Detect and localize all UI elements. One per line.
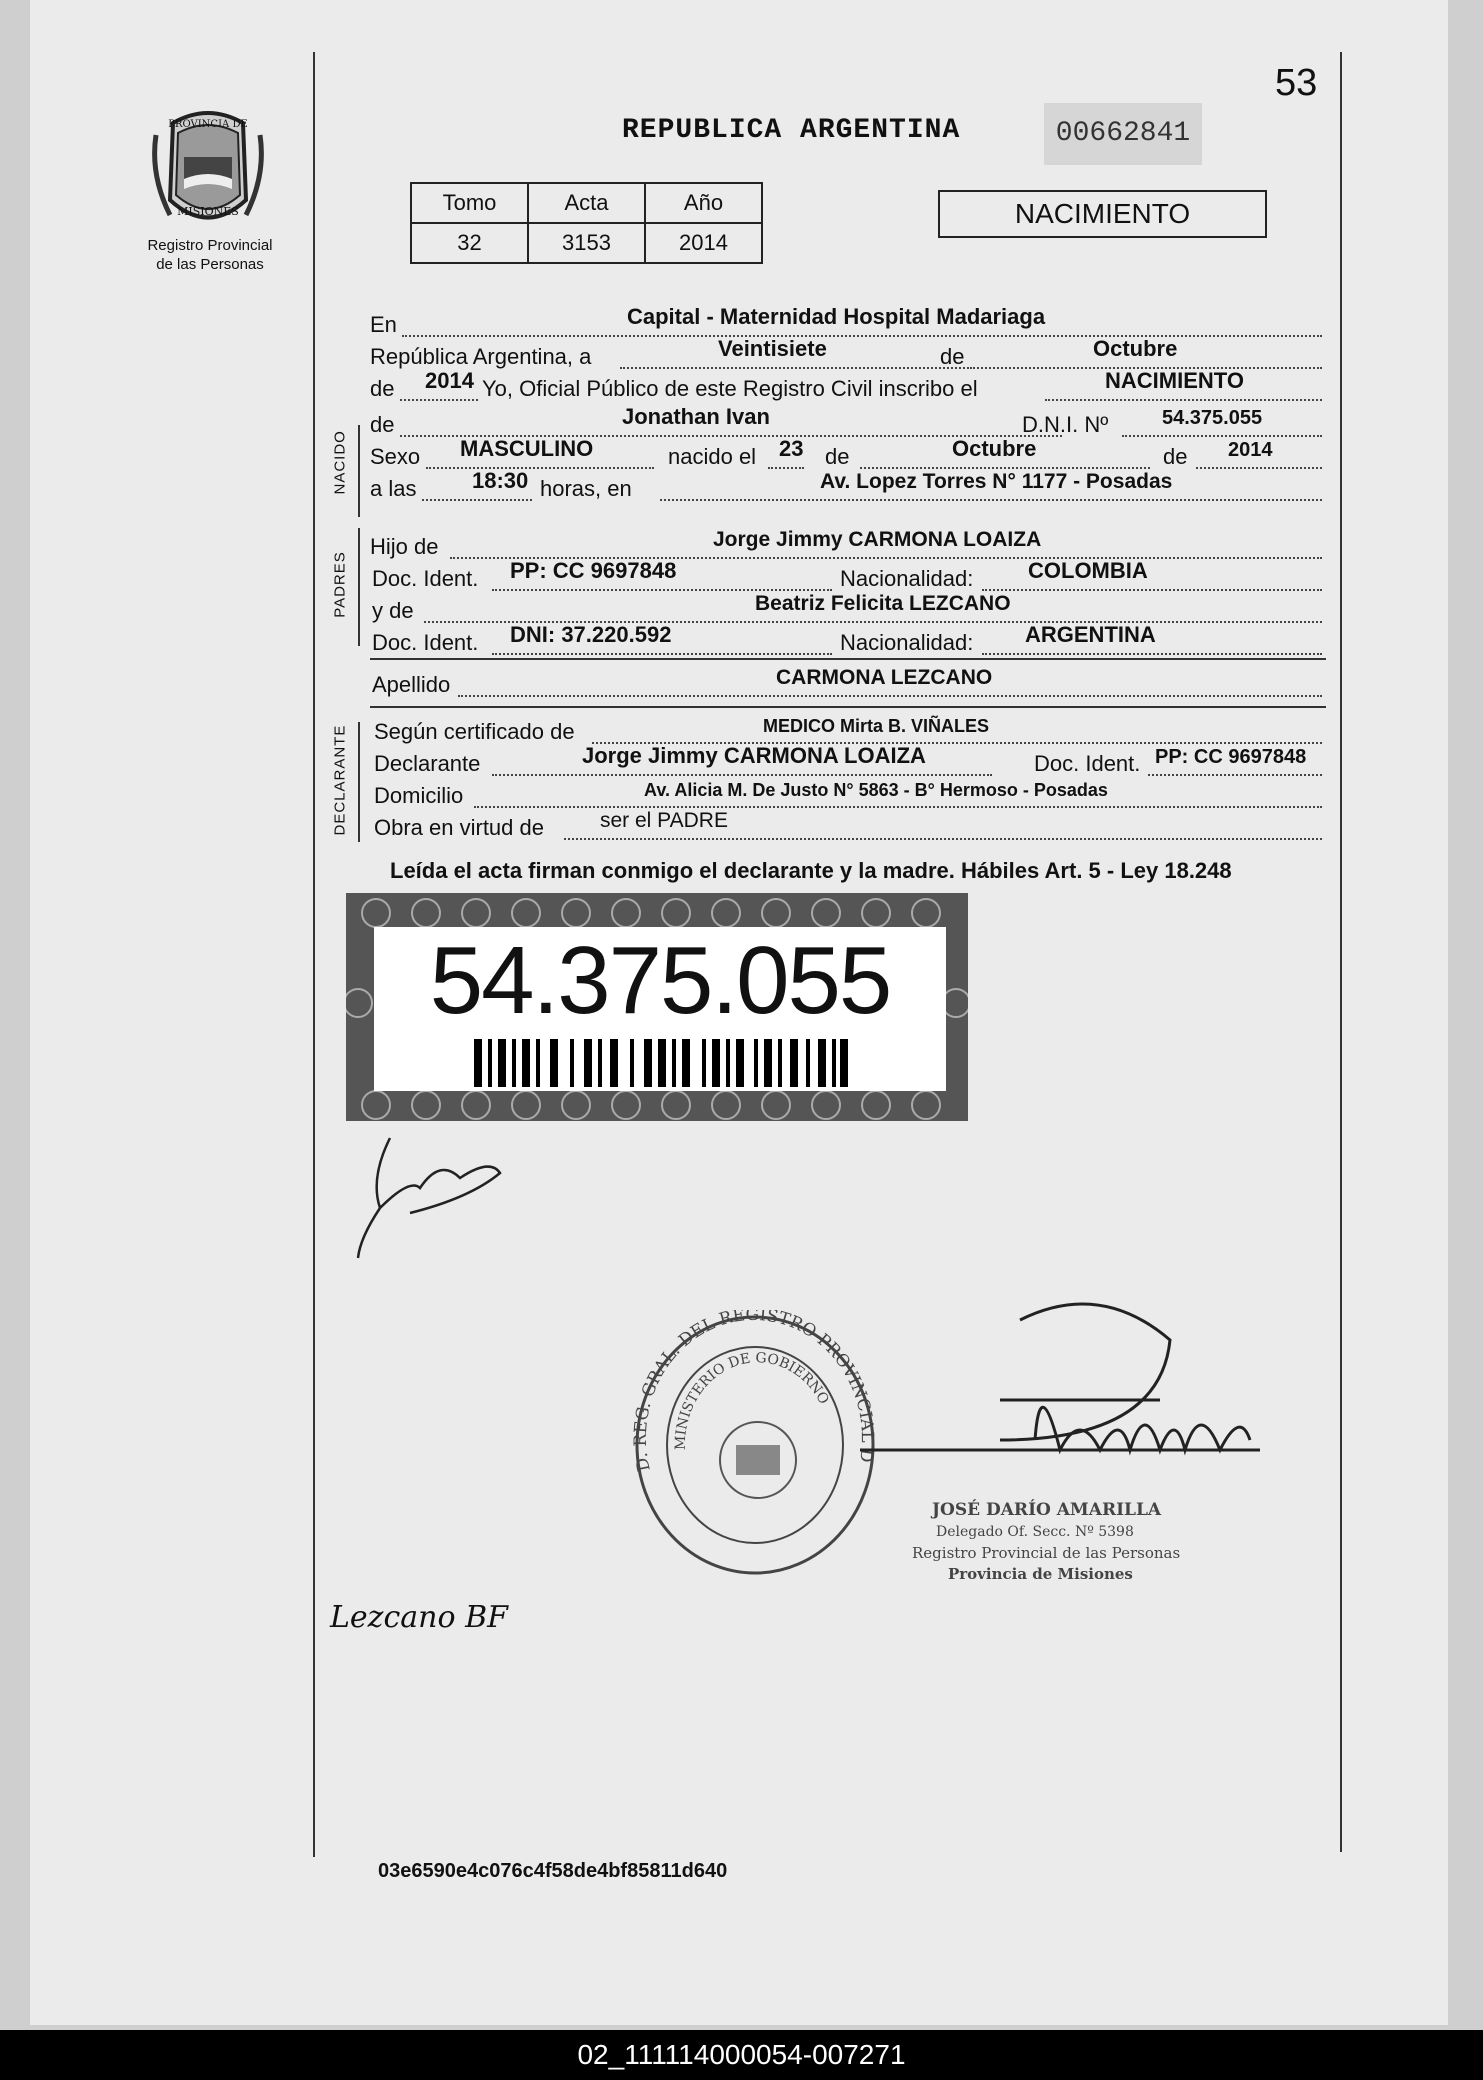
dotted-line bbox=[564, 838, 1322, 840]
id-number: 54.375.055 bbox=[429, 927, 891, 1034]
stamp-inner-text: MINISTERIO DE GOBIERNO bbox=[672, 1350, 832, 1451]
padres-bracket bbox=[358, 528, 360, 646]
footer-id-bar: 02_111114000054-007271 bbox=[0, 2030, 1483, 2080]
value-mother-name: Beatriz Felicita LEZCANO bbox=[755, 592, 1011, 615]
left-margin-line bbox=[313, 52, 315, 1857]
label-a-las: a las bbox=[370, 476, 417, 501]
value-day: Veintisiete bbox=[718, 336, 827, 361]
label-de-name: de bbox=[370, 412, 395, 437]
nacido-bracket bbox=[358, 425, 360, 517]
record-value-tomo: 32 bbox=[411, 223, 528, 263]
label-sexo: Sexo bbox=[370, 444, 421, 469]
value-mother-doc: DNI: 37.220.592 bbox=[510, 622, 672, 647]
padres-underline bbox=[370, 658, 1326, 660]
dotted-line bbox=[660, 499, 1322, 501]
dotted-line bbox=[492, 589, 832, 591]
record-value-ano: 2014 bbox=[645, 223, 762, 263]
row-time bbox=[370, 468, 1322, 504]
row-apellido bbox=[370, 668, 1322, 700]
side-label-declarante: DECLARANTE bbox=[331, 724, 349, 836]
dotted-line bbox=[1045, 399, 1322, 401]
legal-text: Leída el acta firman conmigo el declarante y la madre. Hábiles Art. 5 - Ley 18.248 bbox=[390, 858, 1232, 883]
value-birth-month: Octubre bbox=[952, 436, 1037, 461]
label-de-month: de bbox=[825, 444, 850, 469]
row-year bbox=[370, 368, 1322, 404]
record-header-tomo: Tomo bbox=[411, 183, 528, 223]
logo-caption-line1: Registro Provincial bbox=[147, 237, 273, 254]
row-father-doc bbox=[370, 558, 1322, 594]
value-birth-time: 18:30 bbox=[472, 468, 529, 493]
value-declarante: Jorge Jimmy CARMONA LOAIZA bbox=[582, 743, 926, 768]
dotted-line bbox=[620, 367, 972, 369]
value-declarante-doc: PP: CC 9697848 bbox=[1155, 746, 1307, 768]
row-mother-doc bbox=[370, 622, 1322, 658]
dotted-line bbox=[768, 467, 804, 469]
value-birth-place: Av. Lopez Torres N° 1177 - Posadas bbox=[820, 470, 1173, 493]
dotted-line bbox=[474, 806, 1322, 808]
right-margin-line bbox=[1340, 52, 1342, 1852]
record-table bbox=[410, 182, 763, 264]
label-y-de: y de bbox=[372, 598, 414, 623]
declarante-bracket bbox=[358, 722, 360, 842]
official-title: Delegado Of. Secc. Nº 5398 bbox=[936, 1524, 1134, 1540]
label-apellido: Apellido bbox=[372, 672, 451, 697]
dotted-line bbox=[1196, 467, 1322, 469]
serial-number: 00662841 bbox=[1044, 103, 1202, 165]
record-table-value-row bbox=[411, 223, 762, 263]
official-province: Provincia de Misiones bbox=[948, 1565, 1133, 1583]
value-birth-year: 2014 bbox=[1228, 439, 1273, 461]
label-doc-ident-mother: Doc. Ident. bbox=[372, 630, 479, 655]
value-certificado: MEDICO Mirta B. VIÑALES bbox=[763, 716, 990, 736]
value-year: 2014 bbox=[425, 368, 474, 393]
row-obra bbox=[370, 811, 1322, 843]
country-title: REPUBLICA ARGENTINA bbox=[622, 115, 961, 146]
label-nacionalidad-mother: Nacionalidad: bbox=[840, 630, 974, 655]
page-number: 53 bbox=[1275, 62, 1318, 104]
label-horas-en: horas, en bbox=[540, 476, 632, 501]
registrar-signature bbox=[350, 1118, 520, 1268]
record-table-header-row bbox=[411, 183, 762, 223]
apellido-underline bbox=[370, 706, 1326, 708]
document-hash: 03e6590e4c076c4f58de4bf85811d640 bbox=[378, 1860, 728, 1882]
label-de: de bbox=[940, 344, 965, 369]
logo-text-top: PROVINCIA DE bbox=[168, 119, 248, 130]
label-en: En bbox=[370, 312, 397, 337]
label-declarante-doc: Doc. Ident. bbox=[1034, 751, 1141, 776]
value-place: Capital - Maternidad Hospital Madariaga bbox=[627, 304, 1046, 329]
dotted-line bbox=[1148, 774, 1322, 776]
label-certificado: Según certificado de bbox=[374, 719, 575, 744]
side-label-padres: PADRES bbox=[331, 551, 349, 618]
document-type-box: NACIMIENTO bbox=[938, 190, 1267, 238]
id-label-sticker bbox=[346, 893, 968, 1121]
value-mother-nationality: ARGENTINA bbox=[1025, 622, 1156, 647]
value-birth-day: 23 bbox=[779, 436, 804, 461]
stamp-outer-text: D. REG. GRAL. DEL REGISTRO PROVINCIAL D bbox=[630, 1310, 877, 1474]
dotted-line bbox=[426, 467, 654, 469]
label-republica: República Argentina, a bbox=[370, 344, 592, 369]
value-act: NACIMIENTO bbox=[1105, 368, 1244, 393]
dotted-line bbox=[458, 695, 1322, 697]
dotted-line bbox=[492, 774, 992, 776]
label-nacido-el: nacido el bbox=[668, 444, 757, 469]
value-apellido: CARMONA LEZCANO bbox=[776, 666, 993, 689]
dotted-line bbox=[400, 399, 478, 401]
record-header-ano: Año bbox=[645, 183, 762, 223]
label-obra: Obra en virtud de bbox=[374, 815, 544, 840]
official-signature bbox=[800, 1290, 1300, 1530]
row-declarante bbox=[370, 743, 1322, 779]
label-yo: Yo, Oficial Público de este Registro Civil inscribo el bbox=[482, 376, 978, 401]
value-father-nationality: COLOMBIA bbox=[1028, 558, 1148, 583]
dotted-line bbox=[860, 467, 1150, 469]
dotted-line bbox=[982, 589, 1322, 591]
label-doc-ident: Doc. Ident. bbox=[372, 566, 479, 591]
barcode bbox=[474, 1039, 848, 1087]
dotted-line bbox=[422, 499, 532, 501]
value-child-name: Jonathan Ivan bbox=[622, 404, 770, 429]
value-dni: 54.375.055 bbox=[1162, 407, 1263, 429]
official-office: Registro Provincial de las Personas bbox=[912, 1544, 1181, 1562]
row-domicilio bbox=[370, 779, 1322, 811]
record-header-acta: Acta bbox=[528, 183, 645, 223]
label-de-year: de bbox=[370, 376, 395, 401]
logo-caption bbox=[120, 236, 300, 274]
row-en bbox=[370, 304, 1322, 340]
logo-text-bottom: MISIONES bbox=[177, 205, 239, 218]
record-value-acta: 3153 bbox=[528, 223, 645, 263]
value-sex: MASCULINO bbox=[460, 436, 594, 461]
dotted-line bbox=[982, 653, 1322, 655]
label-dni: D.N.I. Nº bbox=[1022, 412, 1109, 437]
dotted-line bbox=[492, 653, 832, 655]
official-name: JOSÉ DARÍO AMARILLA bbox=[932, 1500, 1162, 1520]
value-domicilio: Av. Alicia M. De Justo N° 5863 - B° Hermoso - Posadas bbox=[644, 780, 1108, 800]
value-obra: ser el PADRE bbox=[600, 809, 728, 832]
dotted-line bbox=[402, 335, 1322, 337]
label-declarante: Declarante bbox=[374, 751, 481, 776]
value-father-doc: PP: CC 9697848 bbox=[510, 558, 677, 583]
id-label-inner bbox=[374, 927, 946, 1091]
value-father-name: Jorge Jimmy CARMONA LOAIZA bbox=[713, 528, 1042, 551]
side-label-nacido: NACIDO bbox=[331, 430, 349, 495]
value-month: Octubre bbox=[1093, 336, 1178, 361]
label-domicilio: Domicilio bbox=[374, 783, 464, 808]
dotted-line bbox=[1122, 435, 1322, 437]
logo-caption-line2: de las Personas bbox=[156, 256, 264, 273]
label-hijo-de: Hijo de bbox=[370, 534, 439, 559]
label-nacionalidad: Nacionalidad: bbox=[840, 566, 974, 591]
mother-signature: Lezcano BF bbox=[330, 1600, 508, 1635]
label-de-birth-year: de bbox=[1163, 444, 1188, 469]
provincial-logo bbox=[148, 105, 268, 235]
